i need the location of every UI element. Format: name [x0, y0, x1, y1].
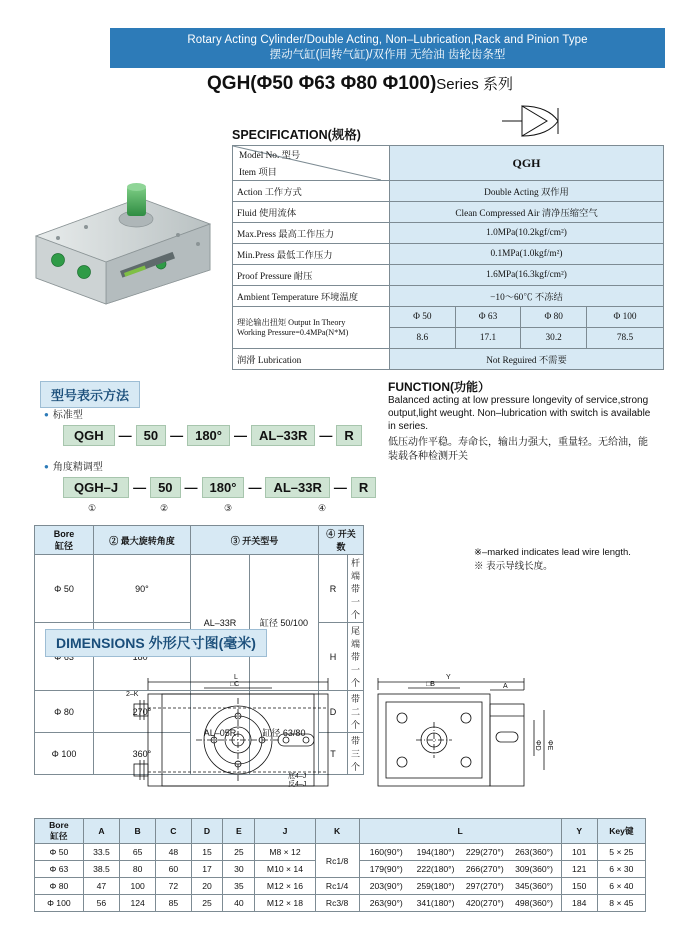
torque-label-en: Working Pressure=0.4MPa(N*M): [237, 327, 349, 337]
dim-J: M12 × 18: [255, 895, 315, 912]
code-cell-bore: 50: [150, 477, 180, 498]
option-count-code: H: [318, 623, 347, 691]
dim-B: 65: [120, 844, 156, 861]
spec-row-value: 0.1MPa(1.0kgf/m²): [390, 244, 664, 265]
spec-row-value: 1.6MPa(16.3kgf/cm²): [390, 265, 664, 286]
dwg-label-J4-1: 底4–J: [288, 773, 307, 780]
dim-header-bore-cn: 缸径: [50, 831, 68, 841]
spec-row-value: 1.0MPa(10.2kgf/cm²): [390, 223, 664, 244]
dwg-label-Y: Y: [446, 674, 451, 681]
option-bore: Φ 100: [35, 733, 94, 775]
option-switch-bore: 缸径 50/100: [249, 555, 318, 691]
option-count-desc: 带二个: [347, 691, 363, 733]
option-header-angle: ② 最大旋转角度: [93, 526, 190, 555]
code-marker: ③: [224, 503, 233, 513]
spec-row: [233, 265, 664, 286]
torque-label-cn: 理论输出扭矩 Output In Theory: [237, 317, 346, 327]
option-header-bore-cn: 缸径: [54, 540, 73, 551]
dim-L-180: 341(180°): [416, 898, 455, 908]
dim-L-360: 309(360°): [515, 864, 553, 874]
dim-A: 33.5: [83, 844, 119, 861]
dim-D: 20: [191, 878, 223, 895]
code-cell-angle: 180°: [187, 425, 230, 446]
option-count-code: D: [318, 691, 347, 733]
spec-torque-header-row: [233, 307, 664, 328]
dwg-label-A: A: [503, 683, 508, 690]
option-count-desc: 尾端带一个: [347, 623, 363, 691]
spec-row-label: Min.Press 最低工作压力: [233, 244, 390, 265]
dim-bore: Φ 63: [35, 861, 84, 878]
dim-C: 60: [156, 861, 191, 878]
dim-L: [359, 878, 561, 895]
dim-B: 80: [120, 861, 156, 878]
spec-row-value: Clean Compressed Air 清净压缩空气: [390, 202, 664, 223]
dim-L-270: 266(270°): [465, 864, 504, 874]
dim-A: 47: [83, 878, 119, 895]
specification-table: [232, 145, 664, 370]
dimension-drawing: [120, 660, 560, 815]
header-banner: [110, 28, 665, 68]
dim-Key: 6 × 40: [597, 878, 645, 895]
series-title: [150, 73, 570, 95]
dim-bore: Φ 80: [35, 878, 84, 895]
function-text-cn: 低压动作平稳。寿命长，输出力强大，重量轻。无给油，能装载各种检测开关: [388, 437, 648, 462]
torque-value: 30.2: [521, 328, 587, 349]
dim-L-90: 160(90°): [369, 847, 403, 857]
option-row: [35, 555, 364, 623]
dwg-label-E: ΦE: [546, 740, 553, 751]
dim-D: 25: [191, 895, 223, 912]
option-switch-bore: 缸径 63/80: [249, 691, 318, 775]
note-line-2: ※ 表示导线长度。: [474, 561, 553, 572]
dwg-label-B: □B: [426, 681, 435, 688]
dim-D: 15: [191, 844, 223, 861]
dim-A: 56: [83, 895, 119, 912]
code-cell-switch: AL–33R: [251, 425, 315, 446]
code-cell-model: QGH–J: [63, 477, 129, 498]
torque-value: 78.5: [587, 328, 664, 349]
dim-E: 25: [223, 844, 255, 861]
dim-header-C: C: [156, 819, 191, 844]
dim-K: Rc3/8: [315, 895, 359, 912]
table-row: [35, 878, 646, 895]
option-count-code: R: [318, 555, 347, 623]
dim-header-bore-en: Bore: [49, 820, 69, 830]
dim-L-270: 420(270°): [465, 898, 504, 908]
code-cell-switch: AL–33R: [265, 477, 329, 498]
dim-L: [359, 844, 561, 861]
option-bore: Φ 50: [35, 555, 94, 623]
code-cell-count: R: [336, 425, 361, 446]
dim-L-360: 498(360°): [515, 898, 553, 908]
spec-header-row: [233, 146, 664, 181]
spec-row: [233, 244, 664, 265]
dim-J: M12 × 16: [255, 878, 315, 895]
spec-row-label: Proof Pressure 耐压: [233, 265, 390, 286]
spec-row-label: Ambient Temperature 环境温度: [233, 286, 390, 307]
precision-code-line: QGH–J — 50 — 180° — AL–33R — R: [60, 477, 379, 498]
standard-code-line: QGH — 50 — 180° — AL–33R — R: [60, 425, 365, 446]
dim-B: 100: [120, 878, 156, 895]
pneumatic-symbol-icon: [492, 98, 572, 144]
dim-L-180: 222(180°): [416, 864, 455, 874]
standard-type-label: ● 标准型: [44, 406, 83, 421]
dim-A: 38.5: [83, 861, 119, 878]
lubrication-label: 润滑 Lubrication: [233, 349, 390, 370]
dim-header-K: K: [315, 819, 359, 844]
dwg-label-D: ΦD: [534, 740, 541, 751]
table-row: [35, 844, 646, 861]
option-header-bore: [35, 526, 94, 555]
spec-model-value: QGH: [390, 146, 664, 181]
dim-header-D: D: [191, 819, 223, 844]
dim-L-90: 179(90°): [369, 864, 403, 874]
code-marker: ④: [318, 503, 327, 513]
note-line-1: ※–marked indicates lead wire length.: [474, 547, 631, 558]
banner-line-en: Rotary Acting Cylinder/Double Acting, Non–Lubrication,Rack and Pinion Type: [187, 34, 588, 46]
torque-bore: Φ 63: [455, 307, 521, 328]
dim-L-270: 297(270°): [465, 881, 504, 891]
dim-header-Key: Key键: [597, 819, 645, 844]
option-count-code: T: [318, 733, 347, 775]
torque-bore: Φ 100: [587, 307, 664, 328]
dwg-label-2K: 2–K: [126, 691, 139, 698]
dwg-label-C: □C: [230, 681, 240, 688]
option-header-bore-en: Bore: [53, 528, 75, 539]
option-switch-model: AL–05R: [190, 691, 249, 775]
spec-row-value: Double Acting 双作用: [390, 181, 664, 202]
dim-E: 35: [223, 878, 255, 895]
dimension-table: [34, 818, 646, 912]
dim-K: Rc1/4: [315, 878, 359, 895]
torque-value: 8.6: [390, 328, 456, 349]
dim-L-90: 263(90°): [369, 898, 403, 908]
dim-Y: 101: [561, 844, 597, 861]
code-markers: [0, 503, 400, 515]
spec-model-label-2: Item 项目: [239, 168, 277, 178]
spec-row: [233, 181, 664, 202]
torque-value: 17.1: [455, 328, 521, 349]
dwg-label-L: L: [234, 674, 238, 681]
code-cell-bore: 50: [136, 425, 166, 446]
dim-Y: 184: [561, 895, 597, 912]
dim-L-270: 229(270°): [465, 847, 504, 857]
specification-title: SPECIFICATION(规格): [232, 128, 361, 142]
dwg-label-J4-2: 反4–J: [288, 781, 307, 788]
dim-header-row: [35, 819, 646, 844]
dim-J: M10 × 14: [255, 861, 315, 878]
dim-header-L: L: [359, 819, 561, 844]
dim-L-180: 259(180°): [416, 881, 455, 891]
dim-Key: 5 × 25: [597, 844, 645, 861]
dim-L-360: 345(360°): [515, 881, 553, 891]
code-cell-model: QGH: [63, 425, 115, 446]
code-marker: ①: [88, 503, 97, 513]
series-main: QGH(Φ50 Φ63 Φ80 Φ100): [207, 73, 437, 94]
dim-L-180: 194(180°): [416, 847, 455, 857]
dim-C: 85: [156, 895, 191, 912]
option-bore: Φ 80: [35, 691, 94, 733]
dim-L-90: 203(90°): [369, 881, 403, 891]
dim-L: [359, 895, 561, 912]
dim-L-360: 263(360°): [515, 847, 553, 857]
table-row: [35, 895, 646, 912]
option-header-row: [35, 526, 364, 555]
dim-bore: Φ 50: [35, 844, 84, 861]
dim-header-A: A: [83, 819, 119, 844]
dim-E: 30: [223, 861, 255, 878]
spec-row: [233, 286, 664, 307]
dim-header-bore: [35, 819, 84, 844]
code-cell-angle: 180°: [202, 477, 245, 498]
torque-bore: Φ 80: [521, 307, 587, 328]
spec-row-value: −10～60℃ 不冻结: [390, 286, 664, 307]
dim-bore: Φ 100: [35, 895, 84, 912]
spec-row: [233, 223, 664, 244]
option-count-desc: 带三个: [347, 733, 363, 775]
option-angle: 90°: [93, 555, 190, 623]
product-photo: [28, 178, 218, 313]
dim-K: Rc1/8: [315, 844, 359, 878]
option-angle: 270°: [93, 691, 190, 733]
lubrication-value: Not Reguired 不需要: [390, 349, 664, 370]
code-marker: ②: [160, 503, 169, 513]
dim-E: 40: [223, 895, 255, 912]
precision-type-label: ● 角度精调型: [44, 458, 103, 473]
dim-L: [359, 861, 561, 878]
dim-C: 48: [156, 844, 191, 861]
series-suffix: Series 系列: [436, 76, 513, 93]
dim-header-B: B: [120, 819, 156, 844]
dimensions-title: DIMENSIONS 外形尺寸图(毫米): [45, 629, 267, 657]
function-text-en: Balanced acting at low pressure longevity of service,strong output,light weught. Non–lubrication with switch is available in series.: [388, 395, 651, 432]
spec-row-label: Max.Press 最高工作压力: [233, 223, 390, 244]
option-header-count: ④ 开关数: [318, 526, 363, 555]
option-switch-model: AL–33R: [190, 555, 249, 691]
spec-row-label: Action 工作方式: [233, 181, 390, 202]
model-code-title: 型号表示方法: [40, 381, 140, 408]
spec-row: [233, 349, 664, 370]
dim-D: 17: [191, 861, 223, 878]
dim-B: 124: [120, 895, 156, 912]
dim-header-Y: Y: [561, 819, 597, 844]
dim-header-E: E: [223, 819, 255, 844]
option-header-switch: ③ 开关型号: [190, 526, 318, 555]
option-angle: 360°: [93, 733, 190, 775]
dim-Y: 150: [561, 878, 597, 895]
banner-line-cn: 摆动气缸(回转气缸)/双作用 无给油 齿轮齿条型: [269, 49, 506, 61]
option-count-desc: 杆端带一个: [347, 555, 363, 623]
torque-bore: Φ 50: [390, 307, 456, 328]
spec-model-label-1: Model No. 型号: [239, 151, 301, 161]
spec-row-label: Fluid 使用流体: [233, 202, 390, 223]
lead-wire-note: [474, 546, 664, 574]
code-cell-count: R: [351, 477, 376, 498]
dim-J: M8 × 12: [255, 844, 315, 861]
dim-Key: 8 × 45: [597, 895, 645, 912]
dim-Y: 121: [561, 861, 597, 878]
dim-header-J: J: [255, 819, 315, 844]
dim-C: 72: [156, 878, 191, 895]
dim-Key: 6 × 30: [597, 861, 645, 878]
function-title: FUNCTION(功能）: [388, 380, 490, 394]
spec-row: [233, 202, 664, 223]
